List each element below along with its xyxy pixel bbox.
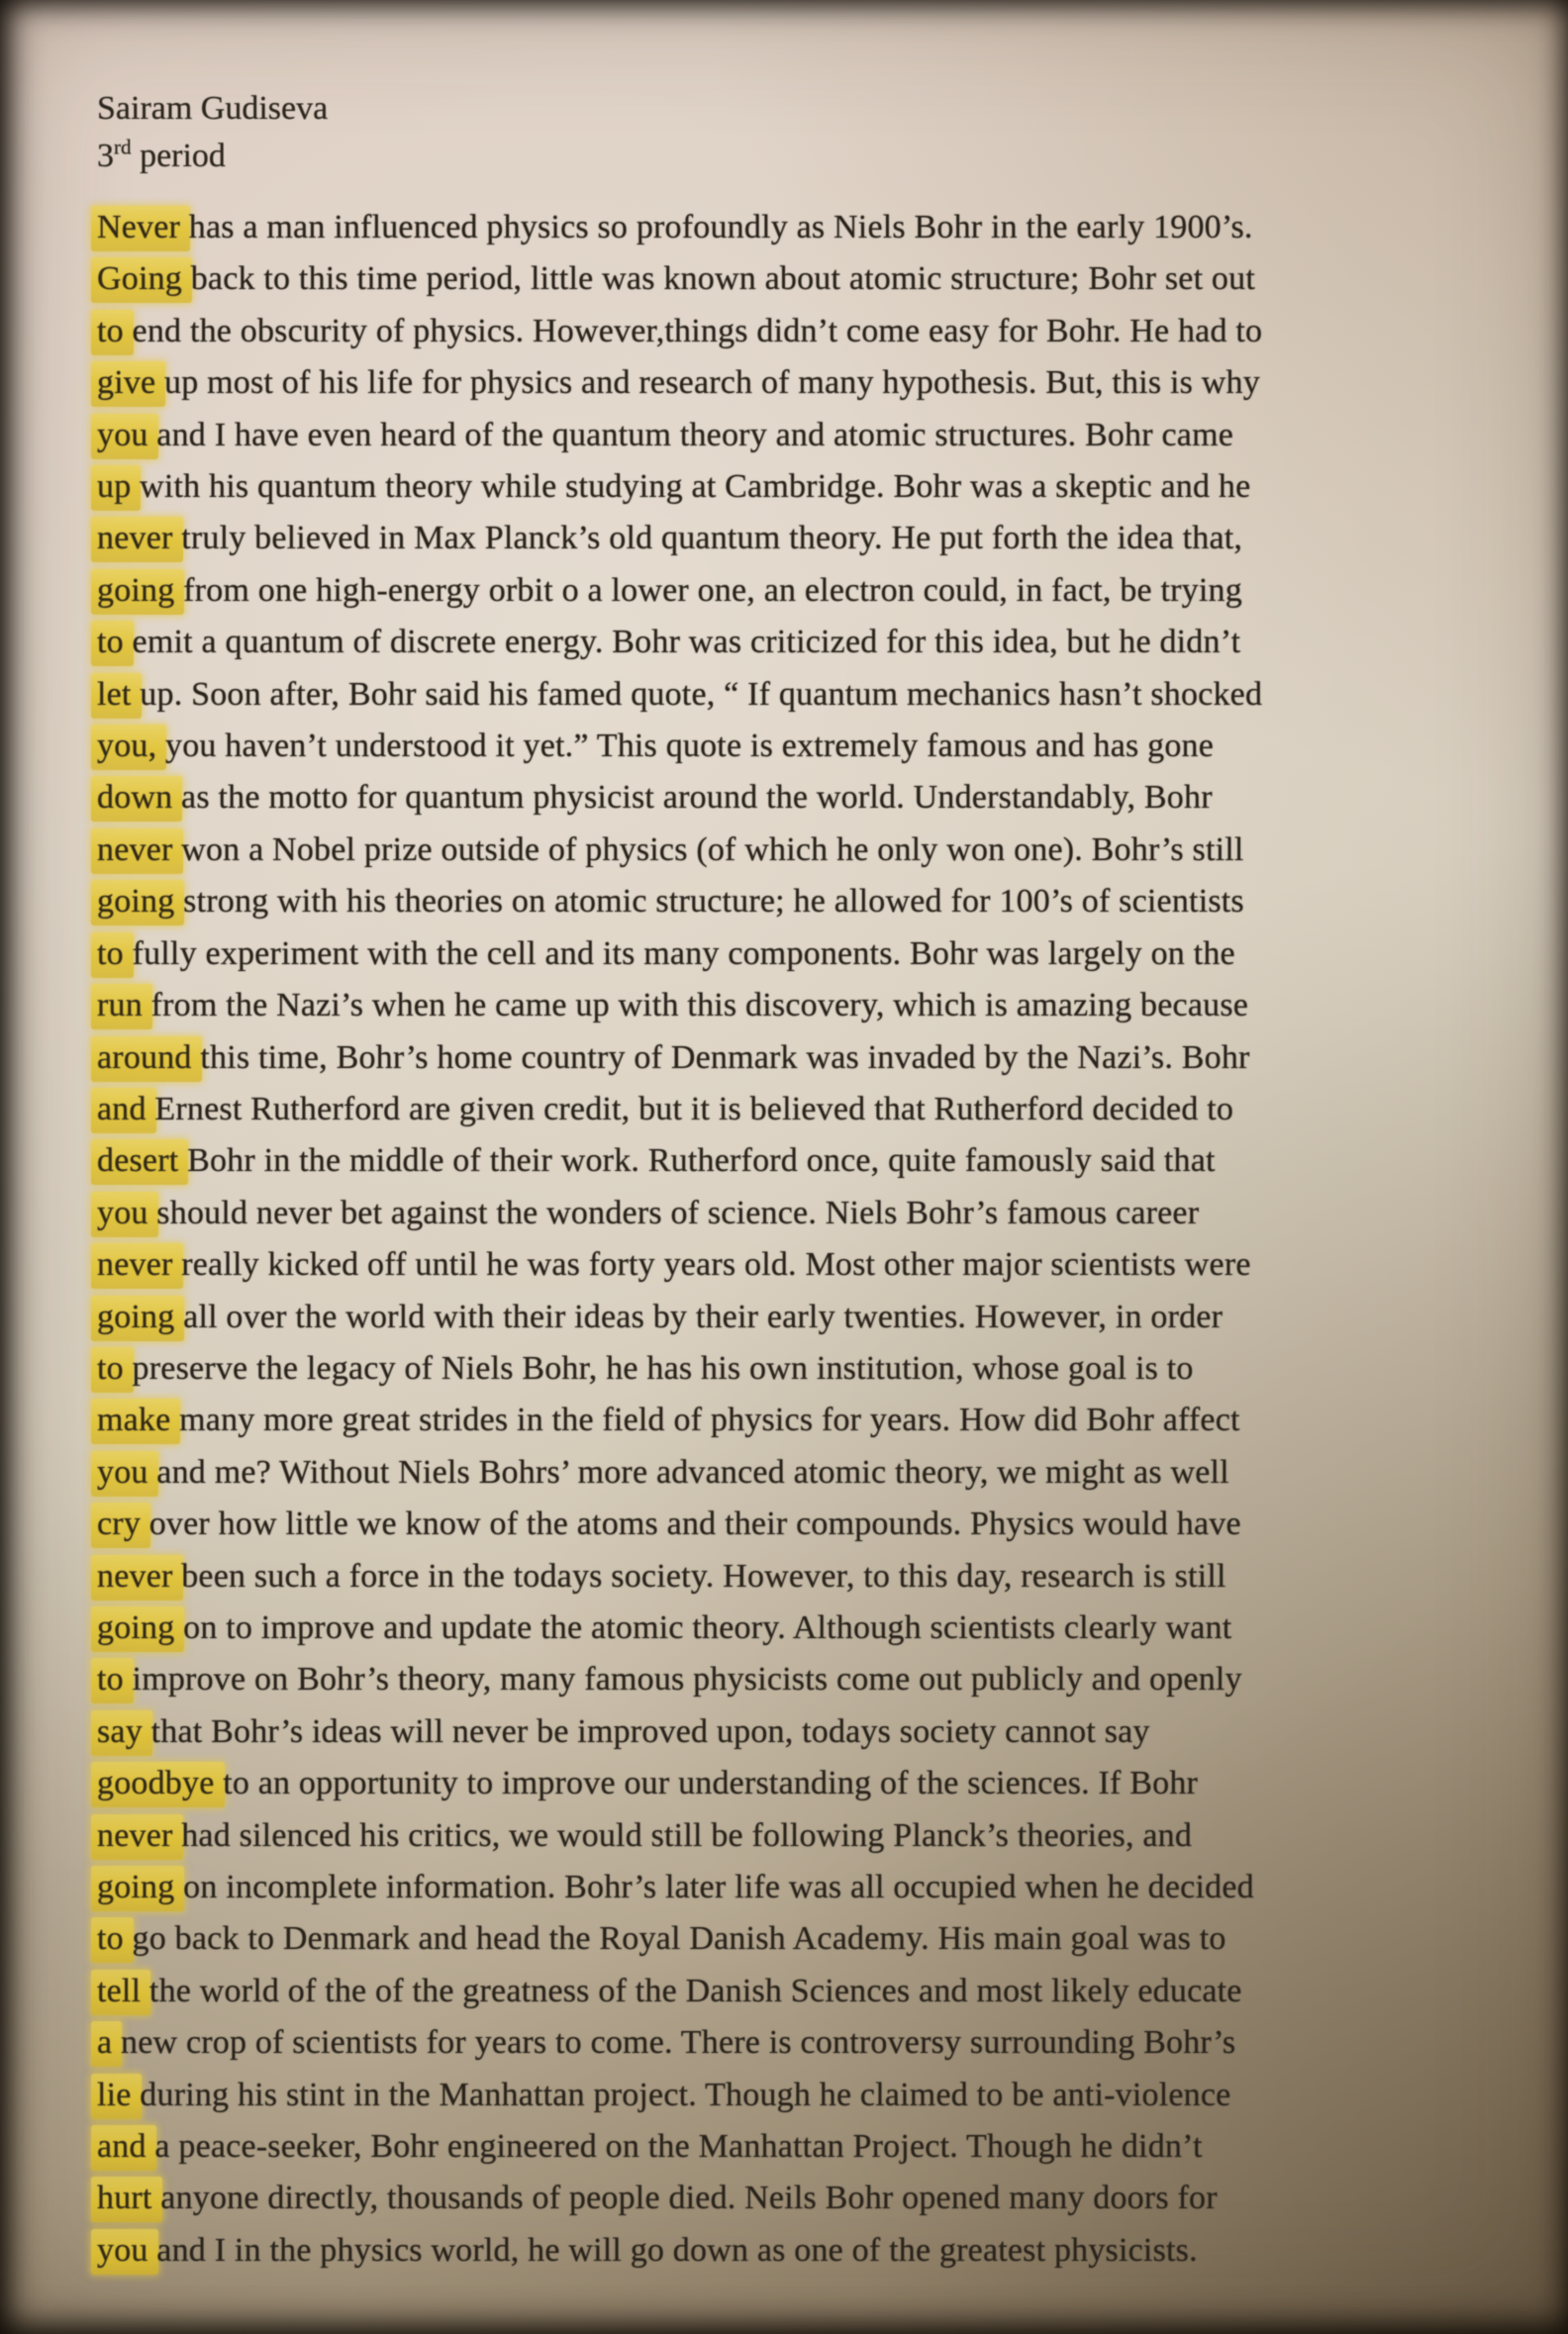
essay-line <box>97 1239 1513 1291</box>
line-text: new crop of scientists for years to come. There is controversy surrounding Bohr’s <box>112 2024 1236 2062</box>
line-text: you haven’t understood it yet.” This quote is extremely famous and has gone <box>156 728 1215 765</box>
line-text: on to improve and update the atomic theory. Although scientists clearly want <box>174 1608 1232 1646</box>
essay-line <box>97 2173 1513 2224</box>
line-text: the world of the of the greatness of the Danish Sciences and most likely educate <box>141 1972 1242 2009</box>
highlighted-word: to <box>91 932 134 978</box>
highlighted-word: around <box>91 1036 202 1082</box>
highlighted-word: cry <box>91 1503 150 1548</box>
essay-line <box>97 1603 1513 1654</box>
essay-line <box>97 772 1513 824</box>
line-text: won a Nobel prize outside of physics (of which he only won one). Bohr’s still <box>172 830 1244 868</box>
period-word: period <box>140 138 226 174</box>
highlighted-word: going <box>91 880 184 925</box>
essay-line <box>97 1913 1513 1965</box>
essay-line <box>97 513 1513 564</box>
essay-line <box>97 669 1513 721</box>
highlighted-word: you <box>91 2229 158 2275</box>
highlighted-word: going <box>91 1296 184 1341</box>
line-text: really kicked off until he was forty years old. Most other major scientists were <box>172 1246 1251 1284</box>
line-text: from one high-energy orbit o a lower one, an electron could, in fact, be trying <box>174 571 1242 609</box>
line-text: has a man influenced physics so profoundly as Niels Bohr in the early 1900’s. <box>180 209 1253 245</box>
line-text: strong with his theories on atomic structure; he allowed for 100’s of scientists <box>174 883 1244 921</box>
essay-line <box>97 253 1513 305</box>
highlighted-word: to <box>91 1917 134 1963</box>
highlighted-word: you <box>91 1451 158 1497</box>
line-text: and me? Without Niels Bohrs’ more advanced atomic theory, we might as well <box>147 1453 1229 1491</box>
essay-line <box>97 1499 1513 1550</box>
highlighted-word: you, <box>91 725 166 770</box>
line-text: and I in the physics world, he will go down as one of the greatest physicists. <box>147 2231 1198 2269</box>
line-text: should never bet against the wonders of science. Niels Bohr’s famous career <box>147 1194 1200 1231</box>
ordinal-suffix: rd <box>114 135 132 159</box>
line-text: truly believed in Max Planck’s old quantum theory. He put forth the idea that, <box>172 520 1243 557</box>
highlighted-word: going <box>91 569 184 615</box>
line-text: Ernest Rutherford are given credit, but it is believed that Rutherford decided to <box>146 1090 1234 1127</box>
essay-line <box>97 1654 1513 1705</box>
highlighted-word: tell <box>91 1970 150 2015</box>
essay-line <box>97 928 1513 980</box>
line-text: that Bohr’s ideas will never be improved upon, todays society cannot say <box>142 1712 1150 1750</box>
line-text: anyone directly, thousands of people died. Neils Bohr opened many doors for <box>151 2180 1218 2217</box>
highlighted-word: you <box>91 1192 158 1237</box>
line-text: emit a quantum of discrete energy. Bohr was criticized for this idea, but he didn’t <box>123 624 1241 661</box>
highlighted-word: to <box>91 1347 134 1393</box>
essay-line <box>97 2121 1513 2173</box>
highlighted-word: to <box>91 1658 134 1703</box>
essay-line <box>97 1810 1513 1862</box>
essay-header <box>97 85 1513 180</box>
essay-page <box>97 85 1513 2277</box>
essay-line <box>97 1447 1513 1499</box>
essay-line <box>97 357 1513 409</box>
essay-line <box>97 1292 1513 1343</box>
essay-line <box>97 825 1513 876</box>
highlighted-word: a <box>91 2021 122 2067</box>
highlighted-word: desert <box>91 1139 188 1185</box>
essay-line <box>97 2017 1513 2069</box>
line-text: all over the world with their ideas by their early twenties. However, in order <box>174 1298 1224 1335</box>
essay-body <box>97 202 1513 2277</box>
highlighted-word: give <box>91 361 165 407</box>
essay-line <box>97 1966 1513 2017</box>
essay-line <box>97 461 1513 513</box>
highlighted-word: and <box>91 2125 156 2171</box>
line-text: this time, Bohr’s home country of Denmark was invaded by the Nazi’s. Bohr <box>191 1038 1250 1076</box>
highlighted-word: going <box>91 1606 184 1652</box>
essay-line <box>97 410 1513 461</box>
highlighted-word: never <box>91 1555 183 1601</box>
highlighted-word: you <box>91 414 158 459</box>
line-text: a peace-seeker, Bohr engineered on the Manhattan Project. Though he didn’t <box>146 2128 1203 2166</box>
line-text: on incomplete information. Bohr’s later life was all occupied when he decided <box>174 1869 1254 1905</box>
line-text: and I have even heard of the quantum theory and atomic structures. Bohr came <box>147 416 1234 453</box>
highlighted-word: never <box>91 1243 183 1289</box>
line-text: from the Nazi’s when he came up with this discovery, which is amazing because <box>142 987 1249 1024</box>
essay-line <box>97 876 1513 927</box>
essay-line <box>97 2225 1513 2277</box>
line-text: up. Soon after, Bohr said his famed quote, “ If quantum mechanics hasn’t shocked <box>131 675 1263 713</box>
essay-line <box>97 202 1513 253</box>
line-text: as the motto for quantum physicist around the world. Understandably, Bohr <box>172 779 1213 817</box>
essay-line <box>97 980 1513 1031</box>
highlighted-word: and <box>91 1088 156 1133</box>
author-name: Sairam Gudiseva <box>97 90 329 127</box>
highlighted-word: down <box>91 776 182 822</box>
line-text: up most of his life for physics and research of many hypothesis. But, this is why <box>155 364 1260 402</box>
essay-line <box>97 306 1513 357</box>
line-text: been such a force in the todays society. However, to this day, research is still <box>172 1557 1226 1595</box>
essay-line <box>97 1551 1513 1603</box>
essay-line <box>97 1188 1513 1239</box>
line-text: had silenced his critics, we would still be following Planck’s theories, and <box>172 1816 1193 1854</box>
line-text: back to this time period, little was known about atomic structure; Bohr set out <box>182 260 1255 298</box>
highlighted-word: to <box>91 621 134 666</box>
essay-line <box>97 1135 1513 1187</box>
essay-line <box>97 2070 1513 2121</box>
highlighted-word: let <box>91 673 142 719</box>
essay-line <box>97 1084 1513 1135</box>
essay-line <box>97 565 1513 617</box>
line-text: during his stint in the Manhattan project. Though he claimed to be anti-violence <box>131 2076 1231 2113</box>
essay-line <box>97 617 1513 668</box>
line-text: many more great strides in the field of physics for years. How did Bohr affect <box>170 1402 1240 1439</box>
highlighted-word: to <box>91 310 134 355</box>
essay-line <box>97 721 1513 772</box>
highlighted-word: up <box>91 465 141 511</box>
highlighted-word: never <box>91 1814 183 1860</box>
line-text: go back to Denmark and head the Royal Danish Academy. His main goal was to <box>123 1920 1226 1958</box>
essay-line <box>97 1706 1513 1758</box>
essay-line <box>97 1395 1513 1446</box>
line-text: over how little we know of the atoms and their compounds. Physics would have <box>141 1506 1241 1543</box>
line-text: fully experiment with the cell and its many components. Bohr was largely on the <box>123 934 1235 972</box>
highlighted-word: never <box>91 517 183 562</box>
highlighted-word: never <box>91 828 183 874</box>
line-text: to an opportunity to improve our understanding of the sciences. If Bohr <box>214 1765 1199 1802</box>
essay-line <box>97 1343 1513 1395</box>
highlighted-word: Going <box>91 257 192 303</box>
highlighted-word: hurt <box>91 2177 162 2222</box>
line-text: Bohr in the middle of their work. Rutherford once, quite famously said that <box>178 1142 1216 1180</box>
essay-line <box>97 1758 1513 1809</box>
essay-line <box>97 1862 1513 1913</box>
class-period <box>97 133 1513 180</box>
line-text: with his quantum theory while studying at Cambridge. Bohr was a skeptic and he <box>131 468 1251 506</box>
period-number: 3 <box>97 138 114 174</box>
highlighted-word: going <box>91 1866 184 1911</box>
line-text: preserve the legacy of Niels Bohr, he has his own institution, whose goal is to <box>123 1349 1194 1387</box>
highlighted-word: lie <box>91 2074 142 2119</box>
essay-line <box>97 1032 1513 1084</box>
highlighted-word: say <box>91 1710 152 1756</box>
highlighted-word: goodbye <box>91 1762 225 1807</box>
line-text: improve on Bohr’s theory, many famous physicists come out publicly and openly <box>123 1661 1242 1699</box>
highlighted-word: make <box>91 1399 180 1444</box>
line-text: end the obscurity of physics. However,things didn’t come easy for Bohr. He had to <box>123 312 1263 349</box>
highlighted-word: run <box>91 984 152 1029</box>
highlighted-word: Never <box>91 206 190 251</box>
